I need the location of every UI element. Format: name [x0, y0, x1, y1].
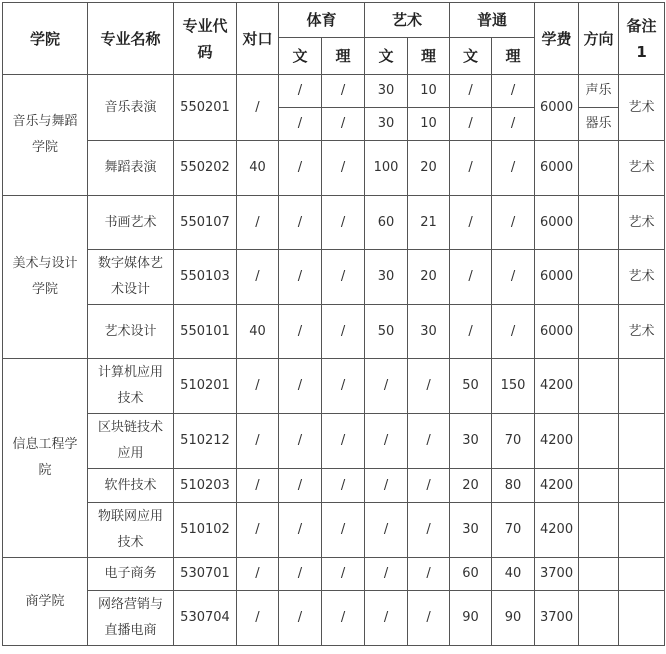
duikou-cell: /: [237, 414, 279, 469]
sports-wen-cell: /: [279, 469, 322, 503]
duikou-cell: /: [237, 196, 279, 250]
code-cell: 550202: [174, 141, 237, 196]
major-cell: 电子商务: [88, 558, 174, 591]
direction-cell: [579, 469, 619, 503]
header-general-wen: 文: [450, 38, 492, 75]
direction-cell: [579, 250, 619, 305]
art-wen-cell: /: [365, 591, 408, 646]
direction-cell: [579, 414, 619, 469]
direction-cell: [579, 503, 619, 558]
header-art-wen: 文: [365, 38, 408, 75]
header-general: 普通: [450, 3, 535, 38]
art-li-cell: /: [408, 414, 450, 469]
art-wen-cell: /: [365, 469, 408, 503]
art-wen-cell: 60: [365, 196, 408, 250]
sports-wen-cell: /: [279, 141, 322, 196]
code-cell: 550107: [174, 196, 237, 250]
fee-cell: 4200: [535, 359, 579, 414]
sports-li-cell: /: [322, 359, 365, 414]
header-row-1: [3, 3, 665, 38]
major-cell: 舞蹈表演: [88, 141, 174, 196]
note-cell: [619, 503, 665, 558]
art-wen-cell: /: [365, 558, 408, 591]
sports-li-cell: /: [322, 591, 365, 646]
direction-cell: [579, 591, 619, 646]
fee-cell: 6000: [535, 305, 579, 359]
duikou-cell: /: [237, 250, 279, 305]
major-cell: 物联网应用技术: [88, 503, 174, 558]
sports-li-cell: /: [322, 108, 365, 141]
college-cell: 音乐与舞蹈学院: [3, 75, 88, 196]
general-li-cell: 150: [492, 359, 535, 414]
art-li-cell: /: [408, 469, 450, 503]
general-li-cell: 70: [492, 503, 535, 558]
art-li-cell: /: [408, 591, 450, 646]
sports-li-cell: /: [322, 305, 365, 359]
art-wen-cell: 30: [365, 250, 408, 305]
duikou-cell: /: [237, 359, 279, 414]
general-wen-cell: 50: [450, 359, 492, 414]
note-cell: 艺术: [619, 141, 665, 196]
header-sports-li: 理: [322, 38, 365, 75]
college-cell: 信息工程学院: [3, 359, 88, 558]
note-cell: [619, 469, 665, 503]
general-wen-cell: 30: [450, 414, 492, 469]
direction-cell: [579, 305, 619, 359]
table-row: [3, 196, 665, 250]
general-wen-cell: 90: [450, 591, 492, 646]
art-wen-cell: /: [365, 414, 408, 469]
sports-wen-cell: /: [279, 591, 322, 646]
major-cell: 区块链技术应用: [88, 414, 174, 469]
general-wen-cell: 60: [450, 558, 492, 591]
table-row: [3, 503, 665, 558]
general-wen-cell: /: [450, 141, 492, 196]
header-note: 备注1: [619, 3, 665, 75]
fee-cell: 3700: [535, 591, 579, 646]
code-cell: 510201: [174, 359, 237, 414]
code-cell: 510203: [174, 469, 237, 503]
sports-wen-cell: /: [279, 196, 322, 250]
enrollment-plan-table: [2, 2, 665, 646]
sports-wen-cell: /: [279, 250, 322, 305]
sports-li-cell: /: [322, 414, 365, 469]
fee-cell: 3700: [535, 558, 579, 591]
general-li-cell: 70: [492, 414, 535, 469]
major-cell: 软件技术: [88, 469, 174, 503]
table-row: [3, 250, 665, 305]
table-row: [3, 141, 665, 196]
code-cell: 550201: [174, 75, 237, 141]
art-li-cell: 10: [408, 75, 450, 108]
direction-cell: [579, 558, 619, 591]
fee-cell: 6000: [535, 196, 579, 250]
fee-cell: 6000: [535, 75, 579, 141]
header-sports-wen: 文: [279, 38, 322, 75]
header-general-li: 理: [492, 38, 535, 75]
general-li-cell: /: [492, 250, 535, 305]
header-art-li: 理: [408, 38, 450, 75]
general-li-cell: /: [492, 108, 535, 141]
header-major: 专业名称: [88, 3, 174, 75]
header-art: 艺术: [365, 3, 450, 38]
header-code: 专业代码: [174, 3, 237, 75]
header-college: 学院: [3, 3, 88, 75]
code-cell: 510212: [174, 414, 237, 469]
sports-wen-cell: /: [279, 503, 322, 558]
table-row: [3, 305, 665, 359]
art-li-cell: /: [408, 359, 450, 414]
art-li-cell: /: [408, 558, 450, 591]
duikou-cell: /: [237, 75, 279, 141]
general-wen-cell: /: [450, 250, 492, 305]
header-sports: 体育: [279, 3, 365, 38]
general-wen-cell: /: [450, 108, 492, 141]
college-cell: 商学院: [3, 558, 88, 646]
general-li-cell: 90: [492, 591, 535, 646]
art-wen-cell: 50: [365, 305, 408, 359]
duikou-cell: /: [237, 558, 279, 591]
sports-wen-cell: /: [279, 558, 322, 591]
sports-wen-cell: /: [279, 108, 322, 141]
header-direction: 方向: [579, 3, 619, 75]
general-wen-cell: /: [450, 75, 492, 108]
major-cell: 计算机应用技术: [88, 359, 174, 414]
major-cell: 网络营销与直播电商: [88, 591, 174, 646]
direction-cell: 器乐: [579, 108, 619, 141]
general-li-cell: 80: [492, 469, 535, 503]
art-wen-cell: 100: [365, 141, 408, 196]
art-li-cell: 20: [408, 250, 450, 305]
art-wen-cell: 30: [365, 75, 408, 108]
note-cell: 艺术: [619, 305, 665, 359]
sports-li-cell: /: [322, 250, 365, 305]
sports-li-cell: /: [322, 558, 365, 591]
duikou-cell: /: [237, 591, 279, 646]
fee-cell: 4200: [535, 469, 579, 503]
direction-cell: 声乐: [579, 75, 619, 108]
direction-cell: [579, 141, 619, 196]
art-li-cell: 10: [408, 108, 450, 141]
table-row: [3, 469, 665, 503]
table-row: [3, 75, 665, 108]
sports-wen-cell: /: [279, 359, 322, 414]
duikou-cell: 40: [237, 141, 279, 196]
art-li-cell: 20: [408, 141, 450, 196]
art-li-cell: 30: [408, 305, 450, 359]
note-cell: 艺术: [619, 196, 665, 250]
sports-wen-cell: /: [279, 414, 322, 469]
duikou-cell: /: [237, 503, 279, 558]
major-cell: 数字媒体艺术设计: [88, 250, 174, 305]
table-row: [3, 414, 665, 469]
fee-cell: 4200: [535, 503, 579, 558]
note-cell: 艺术: [619, 250, 665, 305]
fee-cell: 4200: [535, 414, 579, 469]
note-cell: [619, 591, 665, 646]
table-row: [3, 591, 665, 646]
general-wen-cell: 20: [450, 469, 492, 503]
general-li-cell: /: [492, 75, 535, 108]
art-wen-cell: 30: [365, 108, 408, 141]
sports-li-cell: /: [322, 141, 365, 196]
general-li-cell: 40: [492, 558, 535, 591]
fee-cell: 6000: [535, 141, 579, 196]
header-fee: 学费: [535, 3, 579, 75]
direction-cell: [579, 196, 619, 250]
direction-cell: [579, 359, 619, 414]
code-cell: 530704: [174, 591, 237, 646]
fee-cell: 6000: [535, 250, 579, 305]
note-cell: 艺术: [619, 75, 665, 141]
note-cell: [619, 414, 665, 469]
art-li-cell: /: [408, 503, 450, 558]
art-wen-cell: /: [365, 359, 408, 414]
code-cell: 550103: [174, 250, 237, 305]
sports-li-cell: /: [322, 196, 365, 250]
sports-wen-cell: /: [279, 305, 322, 359]
art-li-cell: 21: [408, 196, 450, 250]
general-wen-cell: /: [450, 196, 492, 250]
code-cell: 550101: [174, 305, 237, 359]
note-cell: [619, 558, 665, 591]
header-duikou: 对口: [237, 3, 279, 75]
general-wen-cell: 30: [450, 503, 492, 558]
major-cell: 书画艺术: [88, 196, 174, 250]
code-cell: 530701: [174, 558, 237, 591]
duikou-cell: 40: [237, 305, 279, 359]
duikou-cell: /: [237, 469, 279, 503]
major-cell: 艺术设计: [88, 305, 174, 359]
sports-wen-cell: /: [279, 75, 322, 108]
sports-li-cell: /: [322, 469, 365, 503]
major-cell: 音乐表演: [88, 75, 174, 141]
general-wen-cell: /: [450, 305, 492, 359]
sports-li-cell: /: [322, 75, 365, 108]
general-li-cell: /: [492, 141, 535, 196]
art-wen-cell: /: [365, 503, 408, 558]
code-cell: 510102: [174, 503, 237, 558]
college-cell: 美术与设计学院: [3, 196, 88, 359]
table-row: [3, 558, 665, 591]
general-li-cell: /: [492, 305, 535, 359]
sports-li-cell: /: [322, 503, 365, 558]
table-row: [3, 359, 665, 414]
note-cell: [619, 359, 665, 414]
general-li-cell: /: [492, 196, 535, 250]
